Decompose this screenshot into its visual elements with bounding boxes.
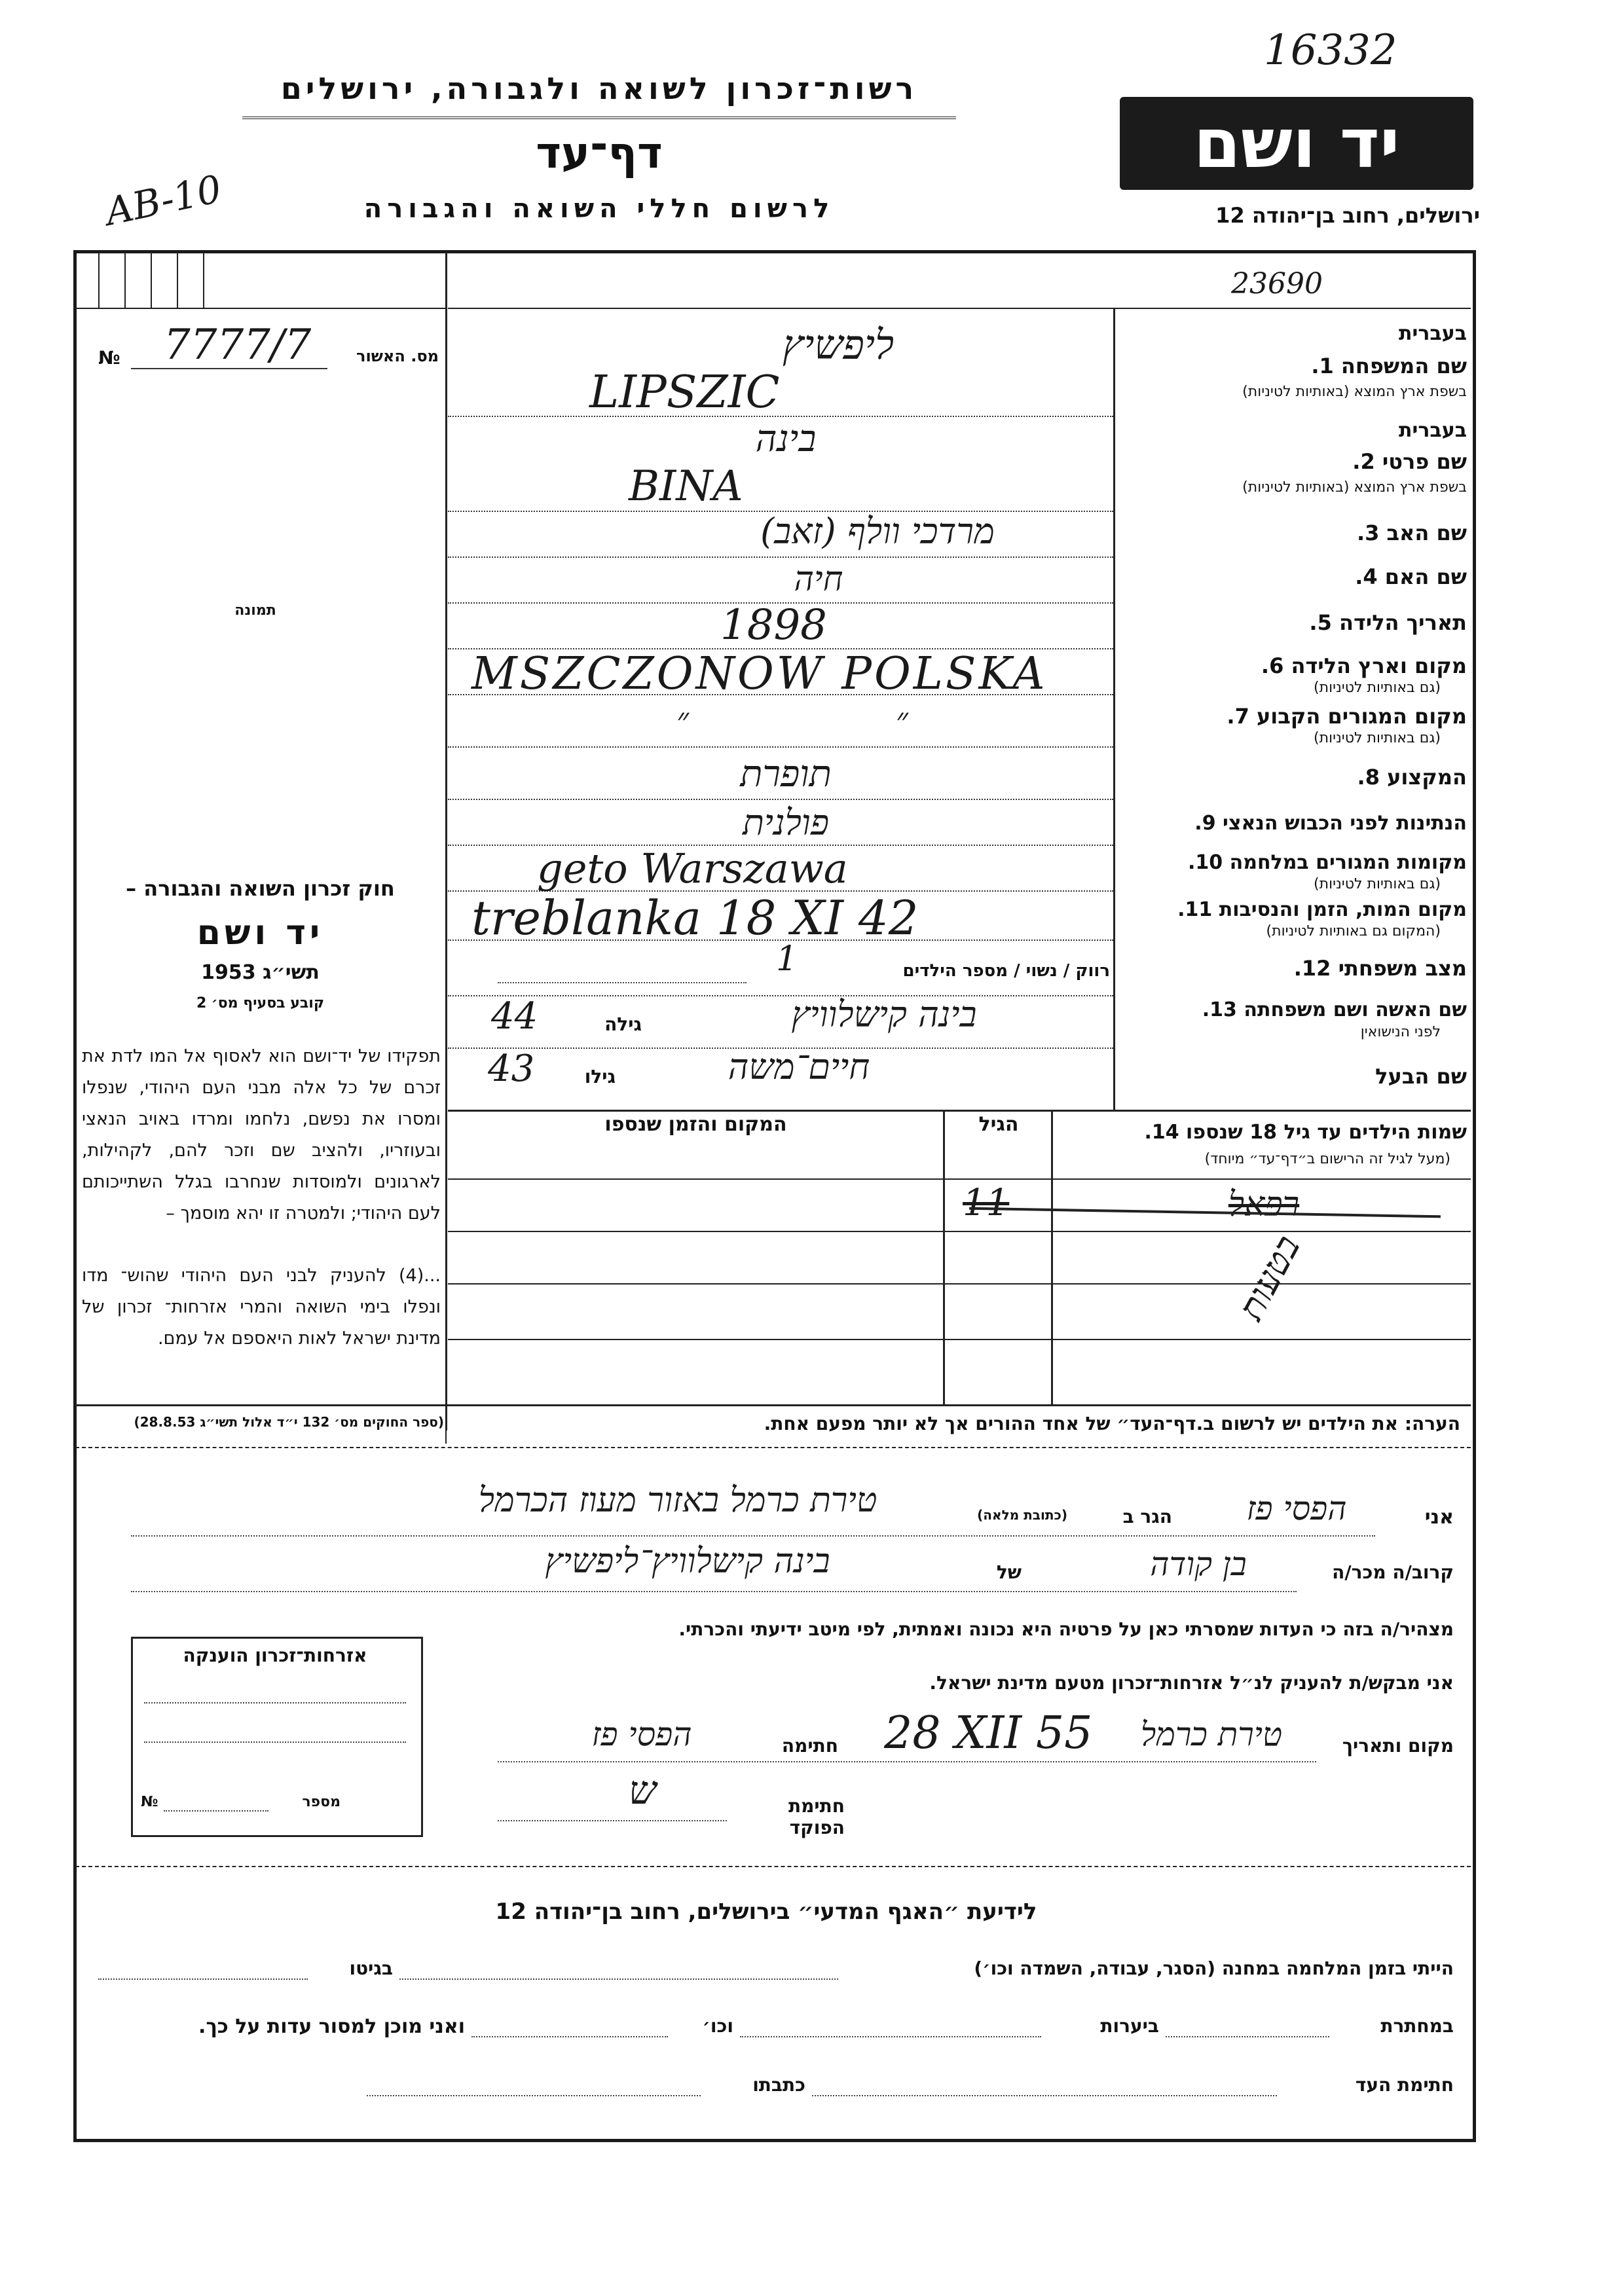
place-date-label: מקום ותאריך: [1342, 1735, 1454, 1757]
child-struck-age: 11: [963, 1182, 1010, 1224]
relation-value: בן קודה: [1150, 1545, 1247, 1583]
footer-address-label: כתבתו: [752, 2074, 805, 2096]
field-1-tag: בעברית: [1399, 322, 1467, 345]
field-8-label: המקצוע 8.: [1357, 765, 1467, 790]
signature-label: חתימה: [781, 1735, 838, 1757]
relative-label: קרוב/ה מכר/ה: [1332, 1561, 1454, 1583]
field-3-label: שם האב 3.: [1356, 520, 1467, 545]
footer-notice: לידיעת ״האגף המדעי״ בירושלים, רחוב בן־יהודה 12: [495, 1899, 1037, 1925]
memorial-box-title: אזרחות־זכרון הוענקה: [183, 1645, 367, 1666]
field-10-value: geto Warszawa: [537, 845, 848, 892]
field-7-label: מקום המגורים הקבוע 7.: [1227, 704, 1467, 729]
left-panel-divider: [445, 252, 447, 1430]
field-11-sub: (המקום גם באותיות לטיניות): [1266, 923, 1441, 939]
field-10-sub: (גם באותיות לטיניות): [1314, 876, 1441, 892]
declarant-i-label: אני: [1424, 1506, 1454, 1529]
address-line: ירושלים, רחוב בן־יהודה 12: [1215, 203, 1480, 228]
footer-witness-sig-label: חתימת העד: [1355, 2074, 1454, 2096]
law-source: (ספר החוקים מס׳ 132 י״ד אלול תשי״ג 28.8.53): [134, 1414, 444, 1430]
field-2-label: שם פרטי 2.: [1352, 449, 1467, 474]
law-year: תשי״ג 1953: [201, 961, 320, 984]
law-name: יד ושם: [196, 913, 324, 953]
child-note-side: בטעות: [1230, 1228, 1308, 1327]
memorial-box-no-symbol: №: [141, 1794, 158, 1810]
children-title: שמות הילדים עד גיל 18 שנספו 14.: [1144, 1121, 1467, 1144]
field-10-label: מקומות המגורים במלחמה 10.: [1188, 851, 1467, 874]
field-2-value-heb: בינה: [755, 418, 817, 460]
child-struck-name: רפאל: [1228, 1185, 1300, 1224]
field-11-label: מקום המות, הזמן והנסיבות 11.: [1177, 898, 1467, 921]
field-3-value: מרדכי וולף (זאב): [760, 511, 995, 552]
husband-value: חיים־משה: [728, 1046, 870, 1087]
footer-camp-label: הייתי בזמן המלחמה במחנה (הסגר, עבודה, השמדה וכו׳): [974, 1958, 1454, 1979]
field-2-tag: בעברית: [1399, 419, 1467, 442]
date-value: 28 XII 55: [884, 1707, 1093, 1759]
declarant-name: הפסי פז: [1246, 1489, 1347, 1527]
officer-signature: ש: [629, 1768, 657, 1813]
field-6-value: MSZCZONOW POLSKA: [471, 648, 1048, 700]
field-2-sub: בשפת ארץ המוצא (באותיות לטיניות): [1242, 479, 1467, 496]
approval-no-symbol: №: [98, 347, 120, 369]
field-13-age-label: גילה: [604, 1013, 642, 1035]
approval-label: מס. האשור: [356, 347, 439, 365]
request-text: אני מבקש/ת להעניק לנ״ל אזרחות־זכרון מטעם מדינת ישראל.: [929, 1672, 1454, 1694]
law-text-2: ...(4) להעניק לבני העם היהודי שהוש־ מדו ונפלו בימי השואה והמרי אזרחות־ זכרון של מדינת ישראל לאות היאספם אל עמם.: [82, 1266, 441, 1349]
field-6-sub: (גם באותיות לטיניות): [1314, 680, 1441, 696]
footer-etc-label: וכו׳: [702, 2015, 733, 2037]
field-12-label: מצב משפחתי 12.: [1293, 956, 1467, 981]
children-sub: (מעל לגיל זה הרישום ב״דף־עד״ מיוחד): [1204, 1151, 1450, 1167]
declarant-address-note: (כתובת מלאה): [977, 1507, 1067, 1523]
children-col-place: המקום והזמן שנספו: [604, 1113, 787, 1136]
children-col-age: הגיל: [978, 1113, 1019, 1136]
note-text: הערה: את הילדים יש לרשום ב.דף־העד״ של אחד ההורים אך לא יותר מפעם אחת.: [764, 1413, 1460, 1434]
law-text-1: תפקידו של יד־ושם הוא לאסוף אל המו לדת את זכרם של כל אלה מבני העם היהודי, שנפלו ומסרו את נפשם, נלחמו ומרדו באויב הנאצי ובעוזריו, ולהציב שם וזכר להם, לקהילות, לארגונים ולמוסדות שנחרבו בגלל השתייכותם לעם היהודי; ולמטרה זו יהא מוסמך –: [82, 1046, 441, 1224]
officer-label: חתימת הפוקד: [788, 1795, 845, 1838]
field-13-age: 44: [491, 995, 538, 1038]
memorial-box-number-label: מספר: [302, 1794, 341, 1810]
declarant-address: טירת כרמל באזור מעוז הכרמל: [478, 1481, 877, 1520]
field-13-sub: לפני הנישואין: [1360, 1024, 1441, 1040]
record-number: 23690: [1231, 267, 1323, 301]
law-title: חוק זכרון השואה והגבורה –: [126, 876, 395, 901]
photo-label: תמונה: [234, 602, 276, 619]
field-13-label: שם האשה ושם משפחתה 13.: [1202, 998, 1467, 1021]
signature-value: הפסי פז: [591, 1715, 692, 1753]
field-6-label: מקום וארץ הלידה 6.: [1261, 653, 1467, 678]
field-12-options: רווק / נשוי / מספר הילדים: [902, 961, 1110, 981]
field-1-label: שם המשפחה 1.: [1311, 354, 1467, 378]
husband-age: 43: [488, 1048, 535, 1090]
form-subtitle: לרשום חללי השואה והגבורה: [363, 194, 835, 224]
footer-ghetto-label: בגיטו: [349, 1958, 393, 1979]
of-label: של: [996, 1561, 1022, 1583]
field-1-value-heb: ליפשיץ: [782, 321, 895, 369]
declaration-text: מצהיר/ה בזה כי העדות שמסרתי כאן על פרטיה היא נכונה ואמתית, לפי מיטב ידיעתי והכרתי.: [678, 1618, 1454, 1640]
relative-of-value: בינה קישלוויץ־ליפשיץ: [545, 1542, 830, 1581]
ab-mark: AB-10: [101, 166, 226, 234]
field-4-value: חיה: [794, 560, 843, 599]
form-title: דף־עד: [536, 128, 663, 178]
field-7-sub: (גם באותיות לטיניות): [1314, 730, 1441, 746]
declarant-married-prefix: הגר ב: [1122, 1506, 1172, 1527]
field-8-value: תופרת: [740, 753, 832, 795]
authority-line: רשות־זכרון לשואה ולגבורה, ירושלים: [280, 71, 918, 106]
field-1-sub: בשפת ארץ המוצא (באותיות לטיניות): [1242, 384, 1467, 400]
document-number: 16332: [1264, 26, 1397, 75]
field-9-label: הנתינות לפני הכבוש הנאצי 9.: [1194, 812, 1467, 835]
field-5-value: 1898: [720, 601, 827, 649]
place-value: טירת כרמל: [1140, 1715, 1283, 1753]
field-11-value: treblanka 18 XI 42: [471, 890, 919, 945]
footer-testimony-label: ואני מוכן למסור עדות על כך.: [198, 2015, 465, 2038]
field-9-value: פולנית: [742, 802, 830, 843]
law-clause: קובע בסעיף מס׳ 2: [196, 995, 325, 1011]
footer-underground-label: במחתרת: [1380, 2015, 1454, 2037]
field-1-value-lat: LIPSZIC: [589, 367, 780, 418]
field-4-label: שם האם 4.: [1355, 564, 1467, 589]
footer-forests-label: ביערות: [1100, 2015, 1159, 2037]
field-2-value-lat: BINA: [629, 462, 743, 511]
husband-age-label: גילו: [584, 1066, 616, 1087]
field-5-label: תאריך הלידה 5.: [1309, 610, 1467, 635]
husband-label: שם הבעל: [1375, 1064, 1467, 1089]
field-7-value: ״ ״: [676, 701, 908, 738]
field-13-value: בינה קישלוויץ: [791, 994, 977, 1035]
field-12-value: 1: [776, 939, 798, 979]
yad-vashem-logo: יד ושם: [1120, 97, 1473, 190]
approval-number: 7777/7: [164, 321, 312, 369]
